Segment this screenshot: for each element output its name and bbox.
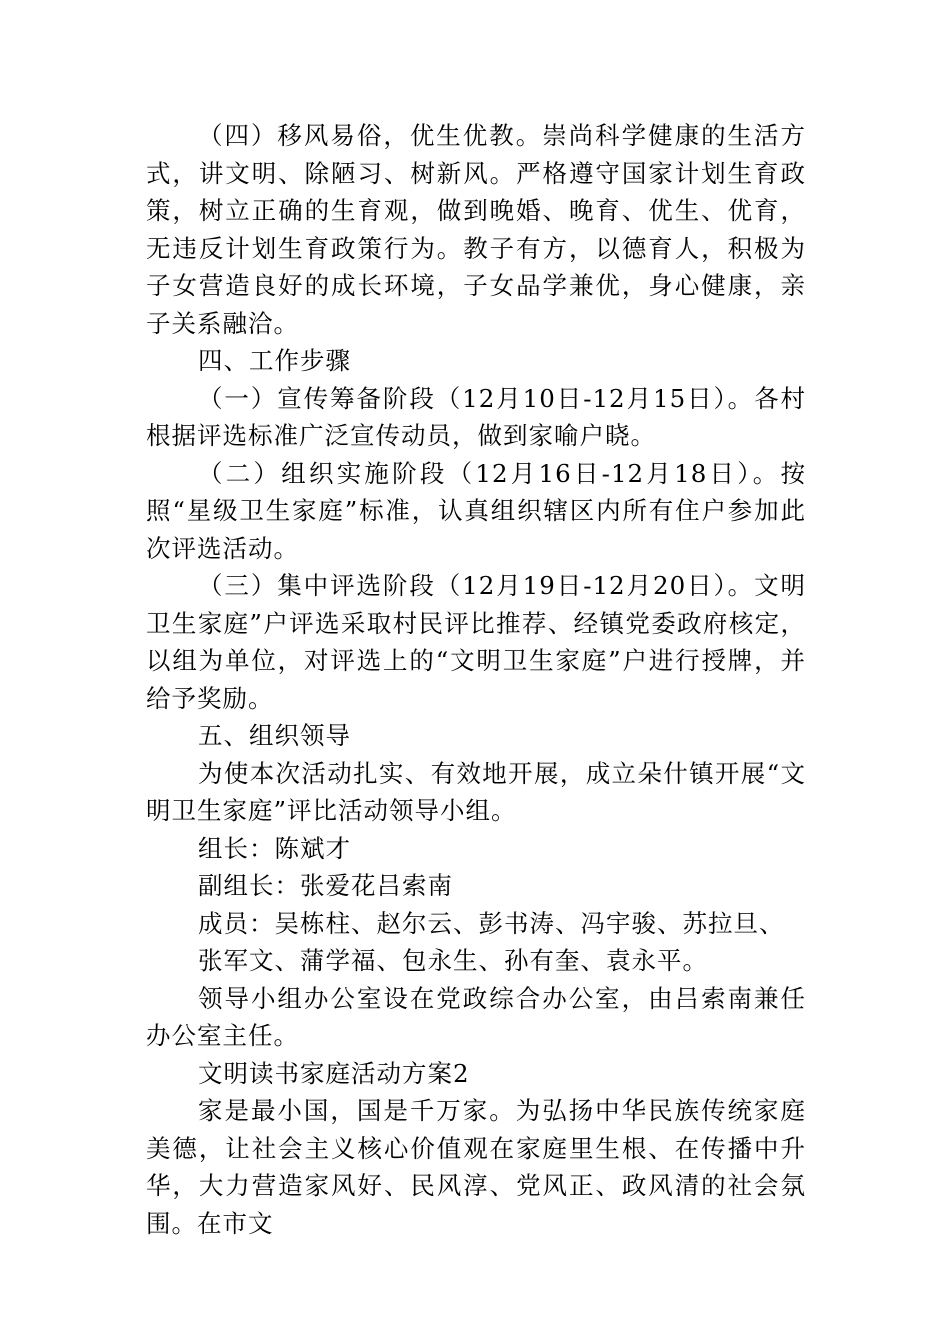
members-line-continued: 张军文、蒲学福、包永生、孙有奎、袁永平。: [198, 946, 708, 975]
members-line: 成员：吴栋柱、赵尔云、彭书涛、冯宇骏、苏拉旦、: [198, 908, 785, 938]
paragraph-family-values: 家是最小国，国是千万家。为弘扬中华民族传统家庭美德，让社会主义核心价值观在家庭里生根、在传播中升华，大力营造家风好、民风淳、党风正、政风清的社会氛围。在市文: [146, 1096, 806, 1238]
paragraph-leadership-group: 为使本次活动扎实、有效地开展，成立朵什镇开展“文明卫生家庭”评比活动领导小组。: [146, 758, 806, 825]
leader-line: 组长：陈斌才: [198, 833, 351, 863]
paragraph-eugenics: （四）移风易俗，优生优教。崇尚科学健康的生活方式，讲文明、除陋习、树新风。严格遵守国家计划生育政策，树立正确的生育观，做到晚婚、晚育、优生、优育，无违反计划生育政策行为。教子有方，以德育人，积极为子女营造良好的成长环境，子女品学兼优，身心健康，亲子关系融洽。: [146, 121, 806, 338]
paragraph-office: 领导小组办公室设在党政综合办公室，由吕索南兼任办公室主任。: [146, 983, 806, 1050]
paragraph-stage-selection: （三）集中评选阶段（12月19日-12月20日）。文明卫生家庭”户评选采取村民评比推荐、经镇党委政府核定，以组为单位，对评选上的“文明卫生家庭”户进行授牌，并给予奖励。: [146, 571, 806, 713]
paragraph-stage-publicity: （一）宣传筹备阶段（12月10日-12月15日）。各村根据评选标准广泛宣传动员，做到家喻户晓。: [146, 383, 806, 450]
deputy-leader-line: 副组长：张爱花吕索南: [198, 871, 453, 900]
section-heading-work-steps: 四、工作步骤: [198, 346, 351, 375]
document-body: [146, 117, 806, 1242]
section-title-reading-family: 文明读书家庭活动方案2: [198, 1058, 470, 1088]
paragraph-stage-implementation: （二）组织实施阶段（12月16日-12月18日）。按照“星级卫生家庭”标准，认真组织辖区内所有住户参加此次评选活动。: [146, 458, 806, 563]
section-heading-leadership: 五、组织领导: [198, 721, 351, 750]
